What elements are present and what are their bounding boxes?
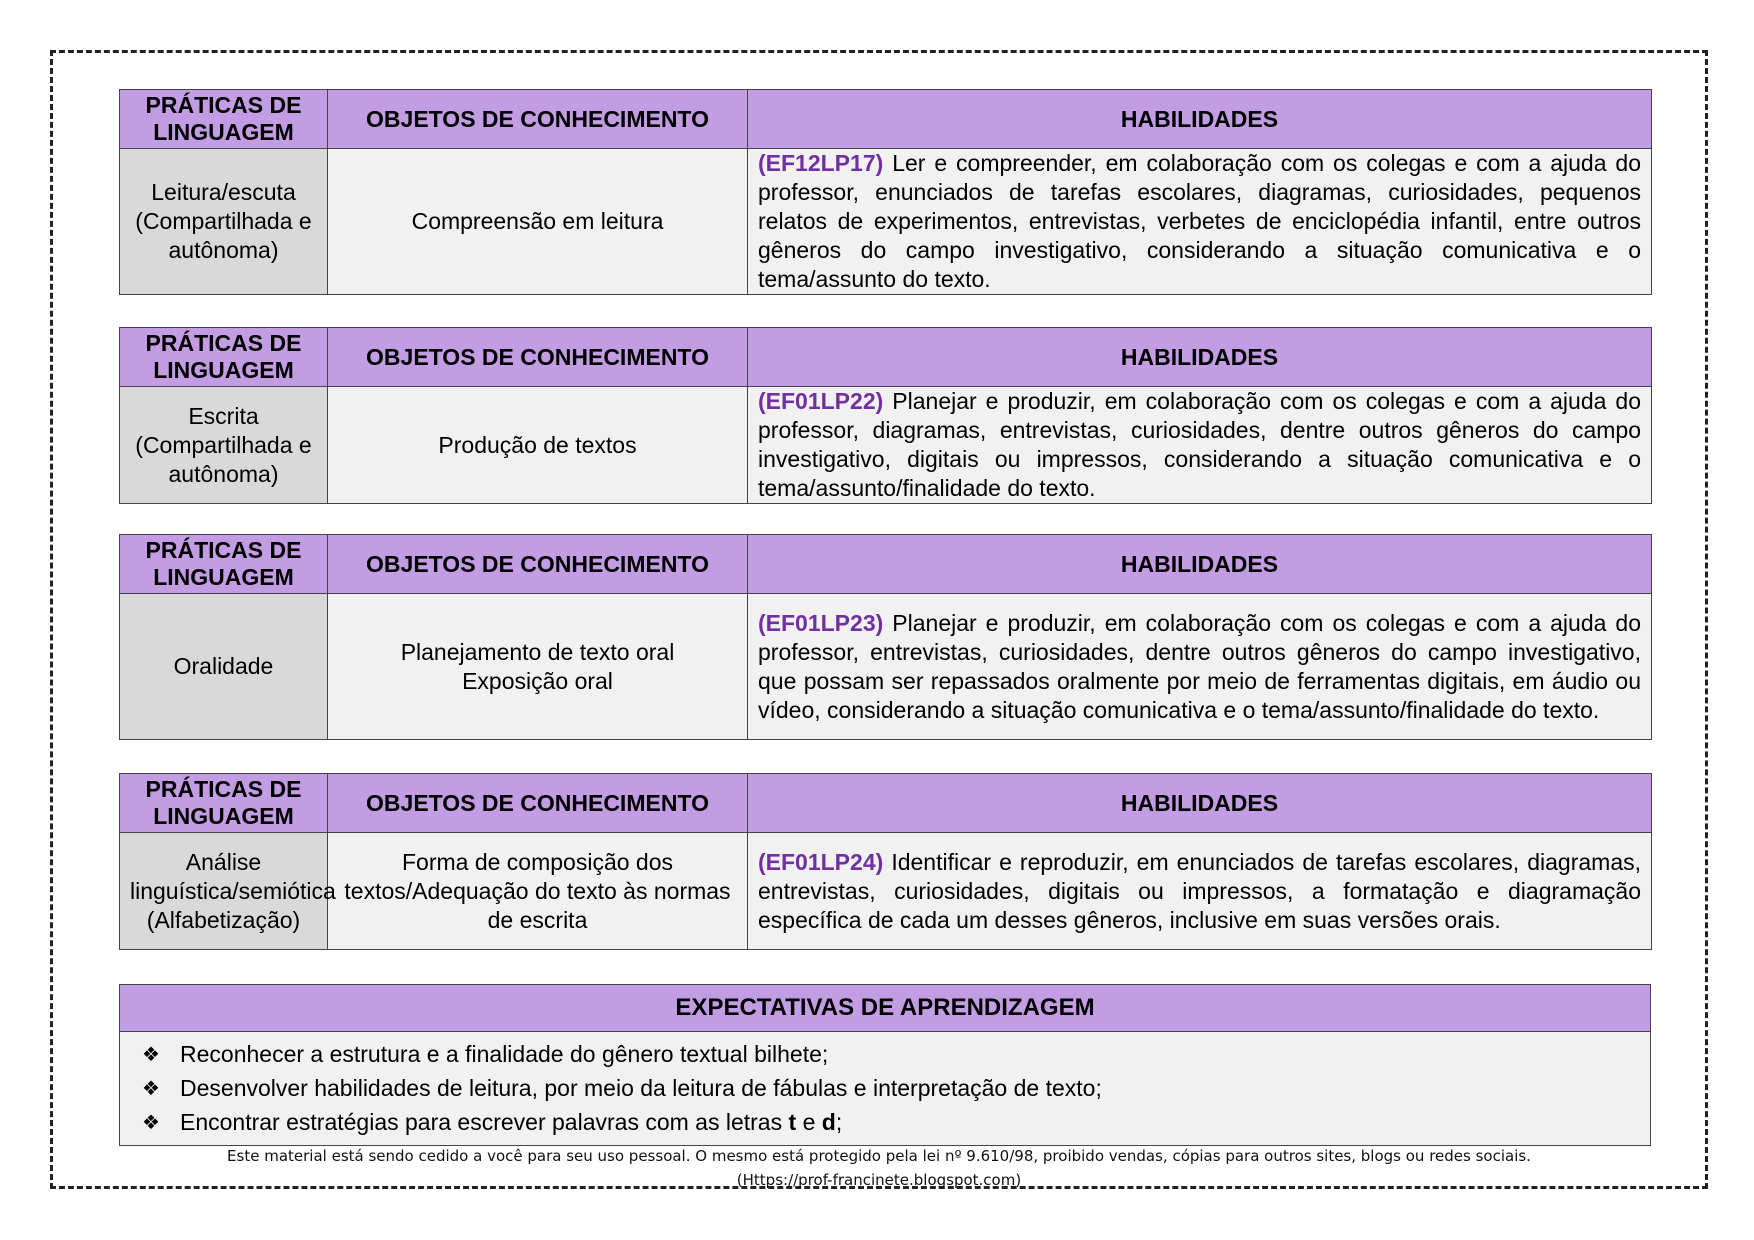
list-item bbox=[142, 1037, 1650, 1071]
objeto-cell: Produção de textos bbox=[328, 387, 748, 504]
table-header-row bbox=[120, 90, 1652, 149]
habilidade-text: Ler e compreender, em colaboração com os colegas e com a ajuda do professor, enunciados de tarefas escolares, diagramas, curiosidades, pequenos relatos de experimentos, entrevistas, verbetes de enciclopédia infantil, entre outros gêneros do campo investigativo, considerando a situação comunicativa e o tema/assunto do texto. bbox=[758, 150, 1642, 292]
table-row bbox=[120, 387, 1652, 504]
table-header-row bbox=[120, 535, 1652, 594]
list-item bbox=[142, 1105, 1650, 1139]
habilidade-code: (EF01LP23) bbox=[758, 609, 884, 636]
letter-d: d bbox=[821, 1109, 836, 1135]
habilidade-cell bbox=[748, 387, 1652, 504]
habilidade-cell bbox=[748, 833, 1652, 950]
header-habilidades: HABILIDADES bbox=[748, 774, 1652, 833]
header-habilidades: HABILIDADES bbox=[748, 90, 1652, 149]
habilidade-cell bbox=[748, 149, 1652, 295]
expectativas-box bbox=[119, 984, 1651, 1146]
expectativa-text-part: e bbox=[802, 1109, 816, 1135]
habilidade-text: Planejar e produzir, em colaboração com os colegas e com a ajuda do professor, entrevistas, curiosidades, dentre outros gêneros do campo investigativo, que possam ser repassados oralmente por meio de ferramentas digitais, em áudio ou vídeo, considerando a situação comunicativa e o tema/assunto/finalidade do texto. bbox=[758, 609, 1641, 723]
header-habilidades: HABILIDADES bbox=[748, 328, 1652, 387]
expectativas-title: EXPECTATIVAS DE APRENDIZAGEM bbox=[120, 985, 1650, 1032]
pratica-cell: Leitura/escuta (Compartilhada e autônoma) bbox=[120, 149, 328, 295]
footer-link: (Https://prof-francinete.blogspot.com) bbox=[736, 1171, 1022, 1189]
habilidade-code: (EF01LP22) bbox=[758, 388, 884, 414]
header-praticas: PRÁTICAS DE LINGUAGEM bbox=[120, 535, 328, 594]
expectativa-text-part: ; bbox=[835, 1109, 843, 1135]
header-objetos: OBJETOS DE CONHECIMENTO bbox=[328, 90, 748, 149]
bncc-table-1 bbox=[119, 89, 1652, 295]
table-header-row bbox=[120, 774, 1652, 833]
table-row bbox=[120, 149, 1652, 295]
expectativa-text bbox=[180, 1105, 842, 1139]
expectativa-text: Desenvolver habilidades de leitura, por meio da leitura de fábulas e interpretação de texto; bbox=[180, 1075, 1102, 1101]
diamond-bullet-icon: ❖ bbox=[142, 1076, 160, 1100]
expectativa-text: Reconhecer a estrutura e a finalidade do gênero textual bilhete; bbox=[180, 1041, 829, 1067]
objeto-line: Exposição oral bbox=[462, 667, 613, 694]
header-praticas: PRÁTICAS DE LINGUAGEM bbox=[120, 90, 328, 149]
habilidade-text: Identificar e reproduzir, em enunciados de tarefas escolares, diagramas, entrevistas, curiosidades, digitais ou impressos, a formatação e diagramação específica de cada um desses gêneros, inclusive em suas versões orais. bbox=[758, 848, 1641, 933]
table-header-row bbox=[120, 328, 1652, 387]
objeto-cell: Compreensão em leitura bbox=[328, 149, 748, 295]
table-row bbox=[120, 833, 1652, 950]
expectativa-text-part: Encontrar estratégias para escrever palavras com as letras bbox=[180, 1109, 783, 1135]
objeto-cell bbox=[328, 594, 748, 740]
diamond-bullet-icon: ❖ bbox=[142, 1110, 160, 1134]
habilidade-code: (EF12LP17) bbox=[758, 150, 884, 176]
habilidade-text: Planejar e produzir, em colaboração com os colegas e com a ajuda do professor, diagramas, entrevistas, curiosidades, dentre outros gêneros do campo investigativo, digitais ou impressos, considerando a situação comunicativa e o tema/assunto/finalidade do texto. bbox=[758, 388, 1641, 501]
objeto-line: Planejamento de texto oral bbox=[400, 638, 675, 665]
header-objetos: OBJETOS DE CONHECIMENTO bbox=[328, 774, 748, 833]
letter-t: t bbox=[788, 1109, 797, 1135]
expectativas-list bbox=[120, 1032, 1650, 1145]
pratica-cell: Análise linguística/semiótica (Alfabetização) bbox=[120, 833, 328, 950]
footer-notice: Este material está sendo cedido a você para seu uso pessoal. O mesmo está protegido pela lei nº 9.610/98, proibido vendas, cópias para outros sites, blogs ou redes sociais. bbox=[227, 1147, 1531, 1165]
habilidade-code: (EF01LP24) bbox=[758, 848, 884, 875]
list-item bbox=[142, 1071, 1650, 1105]
bncc-table-3 bbox=[119, 534, 1652, 740]
header-praticas: PRÁTICAS DE LINGUAGEM bbox=[120, 774, 328, 833]
habilidade-cell bbox=[748, 594, 1652, 740]
table-row bbox=[120, 594, 1652, 740]
pratica-cell: Escrita (Compartilhada e autônoma) bbox=[120, 387, 328, 504]
diamond-bullet-icon: ❖ bbox=[142, 1042, 160, 1066]
header-objetos: OBJETOS DE CONHECIMENTO bbox=[328, 535, 748, 594]
header-habilidades: HABILIDADES bbox=[748, 535, 1652, 594]
header-praticas: PRÁTICAS DE LINGUAGEM bbox=[120, 328, 328, 387]
objeto-cell: Forma de composição dos textos/Adequação do texto às normas de escrita bbox=[328, 833, 748, 950]
bncc-table-4 bbox=[119, 773, 1652, 950]
pratica-cell: Oralidade bbox=[120, 594, 328, 740]
header-objetos: OBJETOS DE CONHECIMENTO bbox=[328, 328, 748, 387]
bncc-table-2 bbox=[119, 327, 1652, 504]
